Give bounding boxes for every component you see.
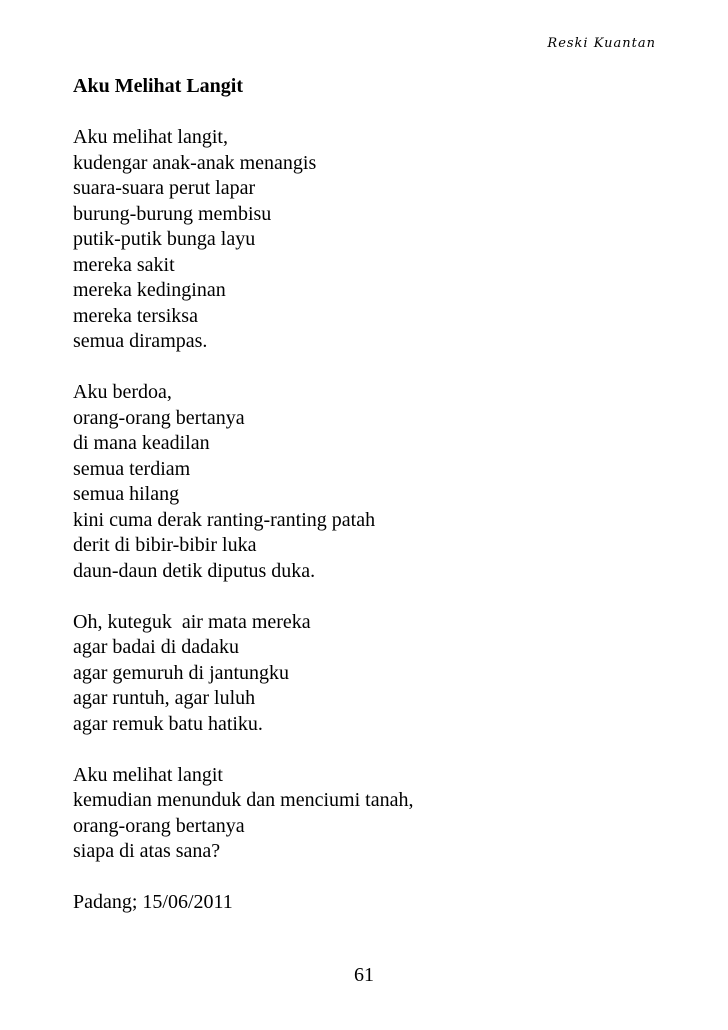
poem-line: mereka kedinginan xyxy=(73,279,226,301)
poem-line: agar remuk batu hatiku. xyxy=(73,712,263,735)
stanza-2 xyxy=(73,380,653,584)
stanza-4 xyxy=(73,763,653,865)
poem-line: agar badai di dadaku xyxy=(73,636,240,658)
page-number: 61 xyxy=(354,964,374,986)
stanza-3 xyxy=(73,610,653,738)
poem-line: Aku melihat langit, xyxy=(73,126,228,148)
poem-line: Oh, kuteguk air mata mereka xyxy=(73,610,311,633)
poem-line: daun-daun detik diputus duka. xyxy=(73,559,316,582)
poem-line: kini cuma derak ranting-ranting patah xyxy=(73,508,376,531)
poem-line: suara-suara perut lapar xyxy=(73,177,256,199)
poem-line: agar gemuruh di jantungku xyxy=(73,661,290,684)
poem-line: di mana keadilan xyxy=(73,432,210,454)
poem-line: semua dirampas. xyxy=(73,330,208,352)
poem-line: putik-putik bunga layu xyxy=(73,228,256,250)
poem-line: siapa di atas sana? xyxy=(73,840,221,862)
poem-dateline: Padang; 15/06/2011 xyxy=(73,891,233,913)
poem xyxy=(73,74,653,916)
stanza-1 xyxy=(73,125,653,355)
poem-line: mereka sakit xyxy=(73,253,175,276)
poem-title: Aku Melihat Langit xyxy=(73,75,244,97)
poem-line: orang-orang bertanya xyxy=(73,406,245,429)
poem-line: Aku berdoa, xyxy=(73,381,172,403)
poem-line: burung-burung membisu xyxy=(73,202,272,225)
poem-line: agar runtuh, agar luluh xyxy=(73,687,256,709)
poem-line: kudengar anak-anak menangis xyxy=(73,151,317,174)
poem-line: Aku melihat langit xyxy=(73,763,223,786)
poem-line: orang-orang bertanya xyxy=(73,814,245,837)
poem-line: semua terdiam xyxy=(73,457,191,480)
poem-line: kemudian menunduk dan menciumi tanah, xyxy=(73,789,414,811)
poem-line: semua hilang xyxy=(73,483,180,505)
running-header-author: Reski Kuantan xyxy=(547,36,656,51)
poem-line: derit di bibir-bibir luka xyxy=(73,534,257,556)
poem-line: mereka tersiksa xyxy=(73,304,198,327)
